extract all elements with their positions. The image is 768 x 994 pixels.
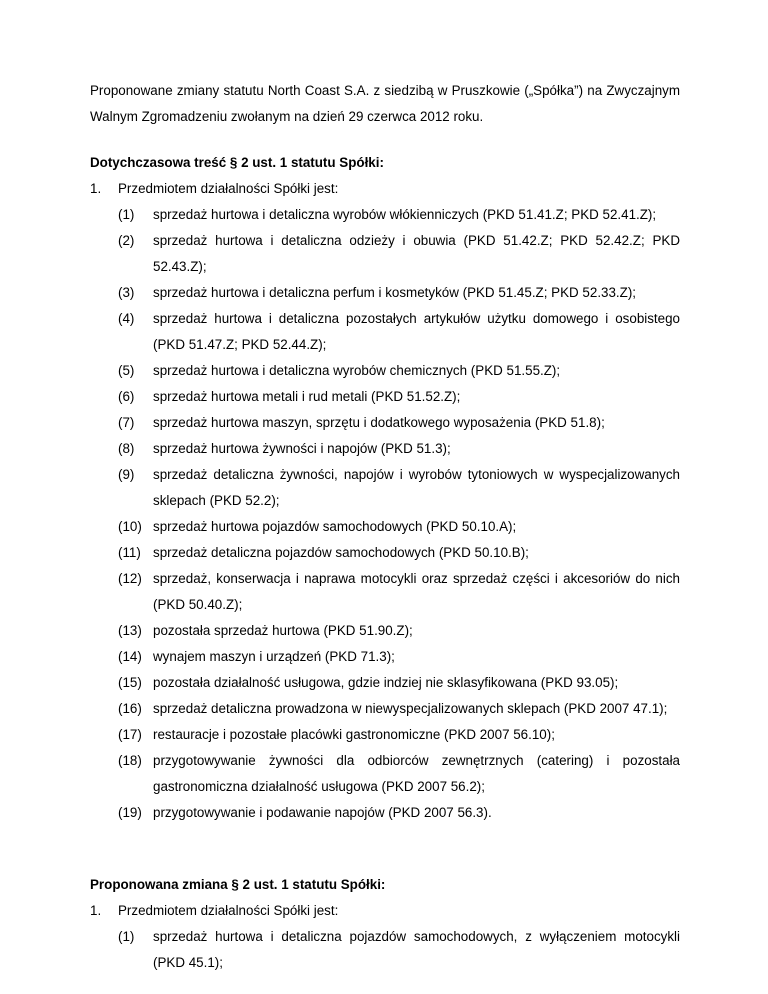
list-item-text: sprzedaż detaliczna żywności, napojów i wyrobów tytoniowych w wyspecjalizowanych sklepach (PKD 52.2); <box>153 467 680 508</box>
list-item-number: (19) <box>118 805 142 820</box>
list-item <box>118 358 680 384</box>
list-item-number: (8) <box>118 441 135 456</box>
section1-heading: Dotychczasowa treść § 2 ust. 1 statutu Spółki: <box>90 155 384 170</box>
list-item-text: sprzedaż hurtowa metali i rud metali (PKD 51.52.Z); <box>153 389 461 404</box>
list-item-text: pozostała działalność usługowa, gdzie indziej nie sklasyfikowana (PKD 93.05); <box>153 675 619 690</box>
list-item-number: (11) <box>118 545 141 560</box>
list-item-number: (13) <box>118 623 142 638</box>
list-item-number: (9) <box>118 467 135 482</box>
point-text: Przedmiotem działalności Spółki jest: <box>118 181 339 196</box>
list-item <box>118 800 680 826</box>
list-item <box>118 696 680 722</box>
list-item-text: przygotowywanie żywności dla odbiorców zewnętrznych (catering) i pozostała gastronomiczna działalność usługowa (PKD 2007 56.2); <box>153 753 680 794</box>
section1-point <box>90 176 680 202</box>
list-item <box>118 722 680 748</box>
list-item <box>118 410 680 436</box>
list-item-text: przygotowywanie i podawanie napojów (PKD 2007 56.3). <box>153 805 492 820</box>
section2-point <box>90 898 680 924</box>
list-item-text: sprzedaż hurtowa i detaliczna wyrobów włókienniczych (PKD 51.41.Z; PKD 52.41.Z); <box>153 207 657 222</box>
list-item <box>118 436 680 462</box>
list-item <box>118 670 680 696</box>
list-item <box>118 202 680 228</box>
list-item-text: pozostała sprzedaż hurtowa (PKD 51.90.Z); <box>153 623 413 638</box>
list-item-text: restauracje i pozostałe placówki gastronomiczne (PKD 2007 56.10); <box>153 727 555 742</box>
list-item-number: (4) <box>118 311 135 326</box>
list-item-number: (3) <box>118 285 135 300</box>
section2-heading: Proponowana zmiana § 2 ust. 1 statutu Spółki: <box>90 877 386 892</box>
list-item <box>118 540 680 566</box>
list-item-number: (14) <box>118 649 142 664</box>
list-item-number: (1) <box>118 929 135 944</box>
point-number: 1. <box>90 181 102 196</box>
list-item-number: (1) <box>118 207 135 222</box>
list-item <box>118 566 680 618</box>
list-item <box>118 924 680 976</box>
list-item-text: sprzedaż hurtowa i detaliczna pojazdów samochodowych, z wyłączeniem motocykli (PKD 45.1); <box>153 929 680 970</box>
point-number: 1. <box>90 903 102 918</box>
list-item-text: sprzedaż hurtowa żywności i napojów (PKD 51.3); <box>153 441 451 456</box>
point-text: Przedmiotem działalności Spółki jest: <box>118 903 339 918</box>
list-item-number: (6) <box>118 389 135 404</box>
list-item <box>118 462 680 514</box>
intro-paragraph: Proponowane zmiany statutu North Coast S.A. z siedzibą w Pruszkowie („Spółka”) na Zwyczajnym Walnym Zgromadzeniu zwołanym na dzień 29 czerwca 2012 roku. <box>90 83 680 124</box>
list-item-text: sprzedaż hurtowa i detaliczna wyrobów chemicznych (PKD 51.55.Z); <box>153 363 561 378</box>
section2-list <box>118 924 680 976</box>
list-item-text: sprzedaż detaliczna prowadzona w niewyspecjalizowanych sklepach (PKD 2007 47.1); <box>153 701 668 716</box>
list-item <box>118 280 680 306</box>
list-item-number: (15) <box>118 675 142 690</box>
list-item <box>118 748 680 800</box>
section1-list <box>118 202 680 826</box>
list-item <box>118 514 680 540</box>
list-item <box>118 618 680 644</box>
list-item <box>118 306 680 358</box>
document-page <box>90 78 680 976</box>
list-item-text: sprzedaż hurtowa i detaliczna odzieży i obuwia (PKD 51.42.Z; PKD 52.42.Z; PKD 52.43.Z); <box>153 233 680 274</box>
list-item <box>118 384 680 410</box>
list-item-number: (7) <box>118 415 135 430</box>
list-item <box>118 228 680 280</box>
list-item-number: (5) <box>118 363 135 378</box>
list-item-text: sprzedaż hurtowa i detaliczna pozostałych artykułów użytku domowego i osobistego (PKD 51.47.Z; PKD 52.44.Z); <box>153 311 680 352</box>
list-item-text: sprzedaż hurtowa maszyn, sprzętu i dodatkowego wyposażenia (PKD 51.8); <box>153 415 605 430</box>
list-item-number: (2) <box>118 233 135 248</box>
list-item-number: (16) <box>118 701 142 716</box>
list-item-text: sprzedaż hurtowa i detaliczna perfum i kosmetyków (PKD 51.45.Z; PKD 52.33.Z); <box>153 285 637 300</box>
list-item <box>118 644 680 670</box>
list-item-number: (10) <box>118 519 142 534</box>
list-item-number: (18) <box>118 753 142 768</box>
list-item-number: (12) <box>118 571 142 586</box>
list-item-text: sprzedaż, konserwacja i naprawa motocykli oraz sprzedaż części i akcesoriów do nich (PKD 50.40.Z); <box>153 571 680 612</box>
list-item-text: wynajem maszyn i urządzeń (PKD 71.3); <box>153 649 395 664</box>
list-item-text: sprzedaż hurtowa pojazdów samochodowych (PKD 50.10.A); <box>153 519 517 534</box>
list-item-number: (17) <box>118 727 142 742</box>
list-item-text: sprzedaż detaliczna pojazdów samochodowych (PKD 50.10.B); <box>153 545 529 560</box>
